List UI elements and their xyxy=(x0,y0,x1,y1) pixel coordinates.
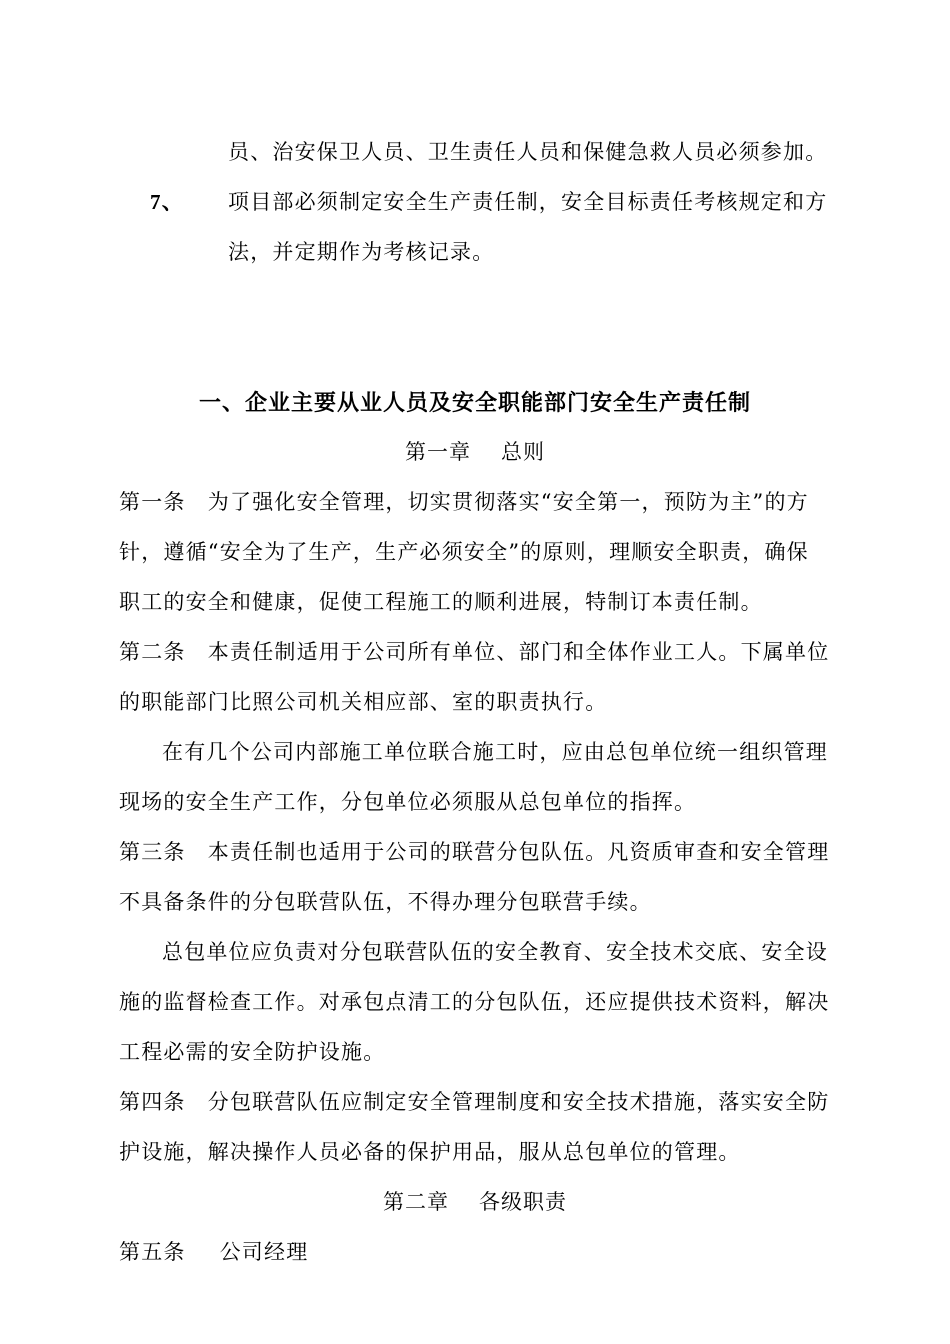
article-2-line-2: 的职能部门比照公司机关相应部、室的职责执行。 xyxy=(119,690,608,714)
chapter-1-label: 第一章 xyxy=(405,440,471,464)
continuation-line: 员、治安保卫人员、卫生责任人员和保健急救人员必须参加。 xyxy=(228,140,828,164)
article-2-line-3: 在有几个公司内部施工单位联合施工时，应由总包单位统一组织管理 xyxy=(162,740,828,764)
article-5-label: 第五条 xyxy=(119,1240,186,1264)
article-2-line-4: 现场的安全生产工作，分包单位必须服从总包单位的指挥。 xyxy=(119,790,697,814)
article-1-line-1: 第一条 为了强化安全管理，切实贯彻落实“安全第一，预防为主”的方 xyxy=(119,490,809,514)
chapter-2-name: 各级职责 xyxy=(479,1190,567,1214)
item-7-number: 7、 xyxy=(150,190,184,214)
item-7-line-1: 项目部必须制定安全生产责任制，安全目标责任考核规定和方 xyxy=(228,190,828,214)
chapter-1-heading xyxy=(0,439,950,465)
article-5-name: 公司经理 xyxy=(219,1240,309,1264)
article-3-line-1: 第三条 本责任制也适用于公司的联营分包队伍。凡资质审查和安全管理 xyxy=(119,840,830,864)
article-4-line-2: 护设施，解决操作人员必备的保护用品，服从总包单位的管理。 xyxy=(119,1140,741,1164)
chapter-2-heading xyxy=(0,1189,950,1215)
article-1-line-2: 针，遵循“安全为了生产，生产必须安全”的原则，理顺安全职责，确保 xyxy=(119,540,809,564)
article-3-line-5: 工程必需的安全防护设施。 xyxy=(119,1040,386,1064)
article-3-line-3: 总包单位应负责对分包联营队伍的安全教育、安全技术交底、安全设 xyxy=(162,940,828,964)
chapter-2-label: 第二章 xyxy=(383,1190,449,1214)
article-2-line-1: 第二条 本责任制适用于公司所有单位、部门和全体作业工人。下属单位 xyxy=(119,640,830,664)
article-5-heading xyxy=(119,1239,308,1265)
article-1-line-3: 职工的安全和健康，促使工程施工的顺利进展，特制订本责任制。 xyxy=(119,590,763,614)
section-title: 一、企业主要从业人员及安全职能部门安全生产责任制 xyxy=(198,390,751,416)
item-7-line-2: 法，并定期作为考核记录。 xyxy=(228,240,495,264)
chapter-1-name: 总则 xyxy=(501,440,545,464)
article-4-line-1: 第四条 分包联营队伍应制定安全管理制度和安全技术措施，落实安全防 xyxy=(119,1090,830,1114)
article-3-line-4: 施的监督检查工作。对承包点清工的分包队伍，还应提供技术资料，解决 xyxy=(119,990,830,1014)
article-3-line-2: 不具备条件的分包联营队伍，不得办理分包联营手续。 xyxy=(119,890,652,914)
